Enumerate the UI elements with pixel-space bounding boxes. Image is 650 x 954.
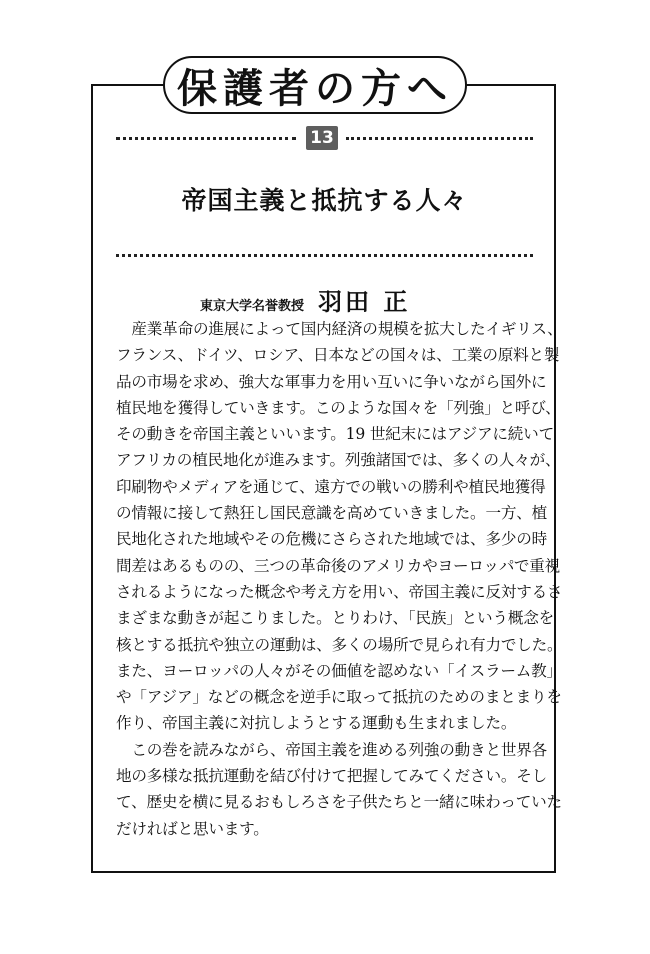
text-line: の情報に接して熱狂し国民意識を高めていきました。一方、植 <box>116 504 548 523</box>
text-line: 作り、帝国主義に対抗しようとする運動も生まれました。 <box>116 714 517 733</box>
text-line: て、歴史を横に見るおもしろさを子供たちと一緒に味わっていた <box>116 793 562 812</box>
text-line: まざまな動きが起こりました。とりわけ、「民族」という概念を <box>116 609 554 628</box>
text-line: されるようになった概念や考え方を用い、帝国主義に反対するさ <box>116 582 563 601</box>
dotted-divider <box>116 254 533 257</box>
text-line: だければと思います。 <box>116 819 269 838</box>
text-line: 民地化された地域やその危機にさらされた地域では、多少の時 <box>116 530 548 549</box>
dotted-divider <box>346 137 533 140</box>
text-line: 植民地を獲得していきます。このような国々を「列強」と呼び、 <box>116 398 561 417</box>
text-line: 間差はあるものの、三つの革命後のアメリカやヨーロッパで重視 <box>116 556 561 575</box>
paragraph <box>116 737 562 842</box>
text-line: アフリカの植民地化が進みます。列強諸国では、多くの人々が、 <box>116 451 561 470</box>
text-line: 品の市場を求め、強大な軍事力を用い互いに争いながら国外に <box>116 372 547 391</box>
text-line: フランス、ドイツ、ロシア、日本などの国々は、工業の原料と製 <box>116 346 560 365</box>
article-title: 帝国主義と抵抗する人々 <box>181 186 468 215</box>
text-line: 印刷物やメディアを通じて、遠方での戦いの勝利や植民地獲得 <box>116 477 546 496</box>
text-line: や「アジア」などの概念を逆手に取って抵抗のためのまとまりを <box>116 688 562 707</box>
text-line: その動きを帝国主義といいます。19 世紀末にはアジアに続いて <box>116 425 554 444</box>
text-line: 産業革命の進展によって国内経済の規模を拡大したイギリス、 <box>116 320 563 338</box>
text-line: 地の多様な抵抗運動を結び付けて把握してみてください。そし <box>116 767 548 786</box>
author-name: 羽田 正 <box>318 287 411 316</box>
text-line: また、ヨーロッパの人々がその価値を認めない「イスラーム教」 <box>116 661 562 680</box>
author-byline <box>200 282 460 317</box>
author-affiliation: 東京大学名誉教授 <box>200 299 305 314</box>
section-number-badge: 13 <box>306 126 338 150</box>
text-line: 核とする抵抗や独立の運動は、多くの場所で見られ有力でした。 <box>116 635 563 654</box>
dotted-divider <box>116 137 296 140</box>
text-line: この巻を読みながら、帝国主義を進める列強の動きと世界各 <box>116 740 548 759</box>
header-title: 保護者の方へ <box>177 65 453 112</box>
article-body <box>116 316 563 842</box>
header-banner <box>163 56 467 114</box>
paragraph <box>116 316 563 737</box>
